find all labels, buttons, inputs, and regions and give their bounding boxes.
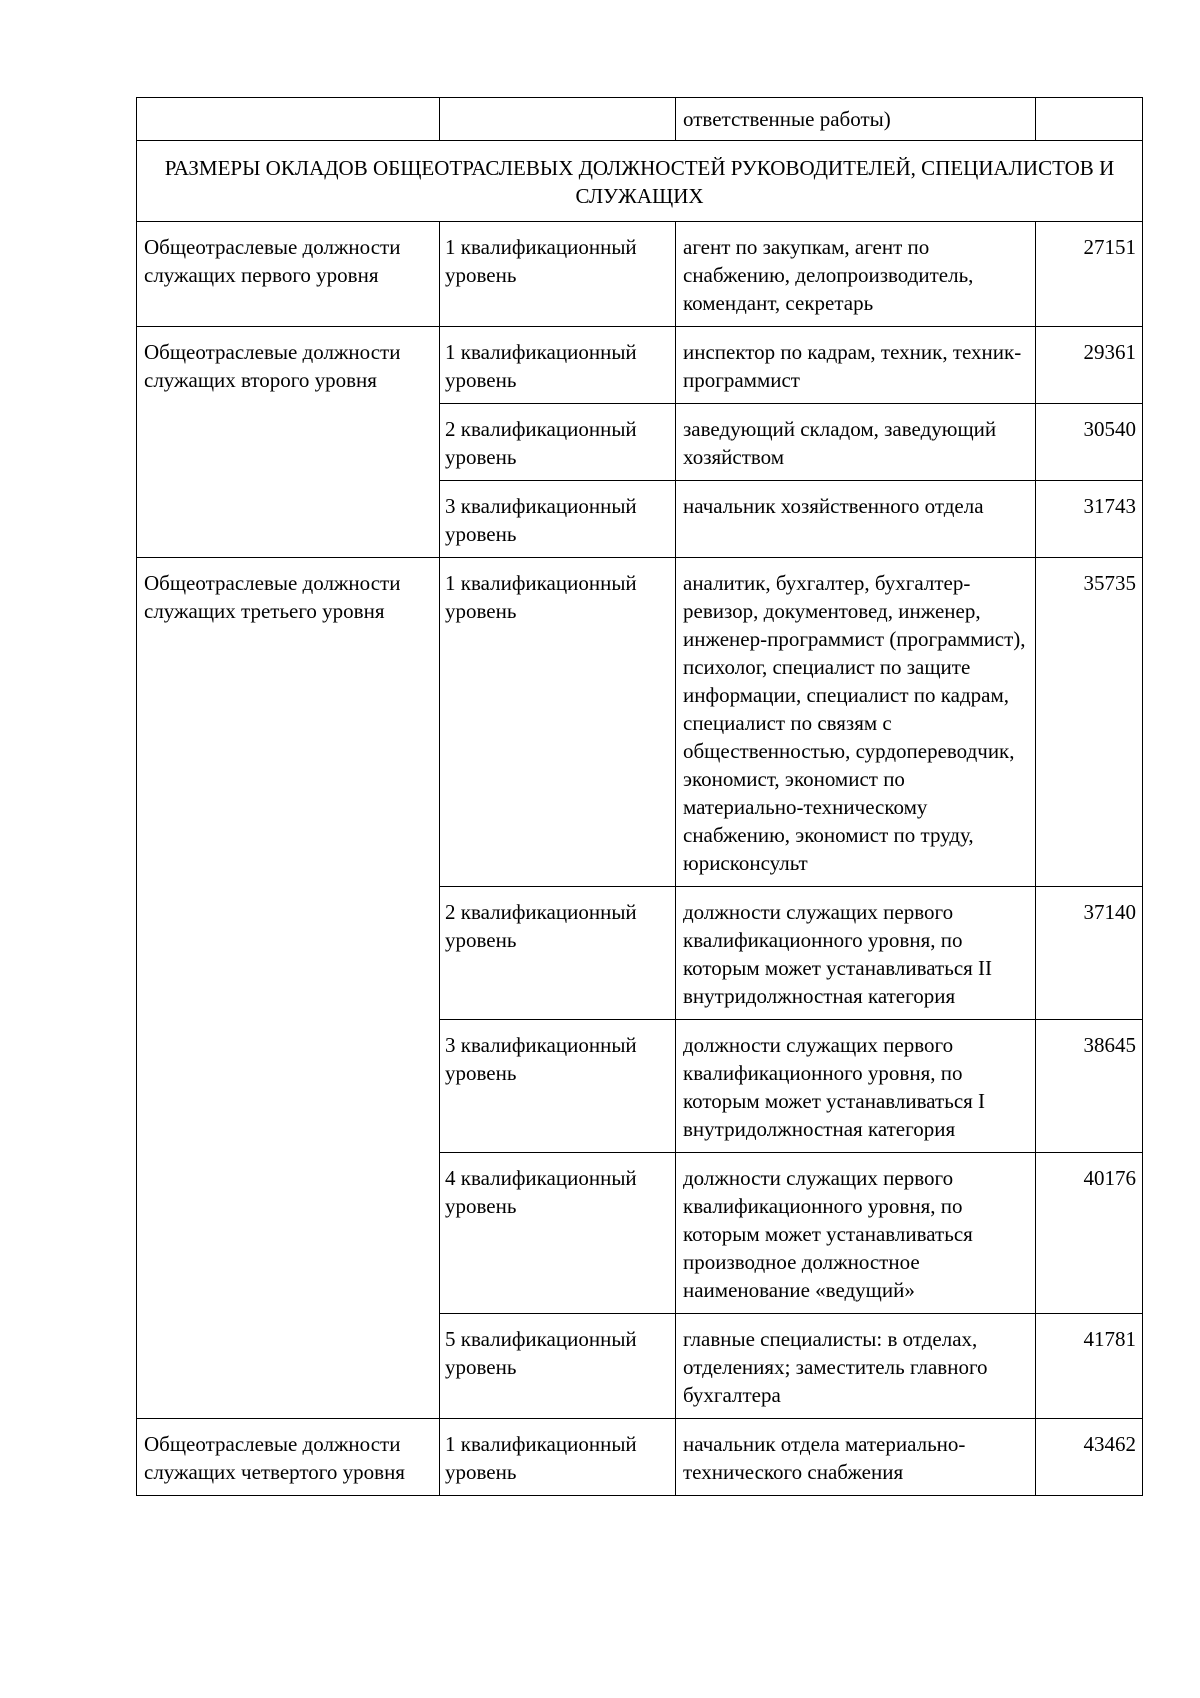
table-row-continuation <box>137 98 1143 141</box>
positions-cell: аналитик, бухгалтер, бухгалтер-ревизор, документовед, инженер, инженер-программист (программист), психолог, специалист по защите информации, специалист по кадрам, специалист по связям с общественностью, сурдопереводчик, экономист, экономист по материально-техническому снабжению, экономист по труду, юрисконсульт <box>676 558 1036 887</box>
continuation-cell-group <box>137 98 440 141</box>
positions-cell: начальник отдела материально-технического снабжения <box>676 1419 1036 1496</box>
table-row-section-header <box>137 141 1143 222</box>
qualification-level-cell: 1 квалификационный уровень <box>440 558 676 887</box>
salary-cell: 29361 <box>1036 327 1143 404</box>
table-row <box>137 327 1143 404</box>
table-row <box>137 1419 1143 1496</box>
salary-cell: 41781 <box>1036 1314 1143 1419</box>
qualification-level-cell: 2 квалификационный уровень <box>440 887 676 1020</box>
qualification-level-cell: 1 квалификационный уровень <box>440 222 676 327</box>
positions-cell: должности служащих первого квалификационного уровня, по которым может устанавливаться II внутридолжностная категория <box>676 887 1036 1020</box>
positions-cell: главные специалисты: в отделах, отделениях; заместитель главного бухгалтера <box>676 1314 1036 1419</box>
qualification-level-cell: 2 квалификационный уровень <box>440 404 676 481</box>
positions-cell: инспектор по кадрам, техник, техник-программист <box>676 327 1036 404</box>
qualification-level-cell: 4 квалификационный уровень <box>440 1153 676 1314</box>
qualification-level-cell: 3 квалификационный уровень <box>440 481 676 558</box>
positions-cell: начальник хозяйственного отдела <box>676 481 1036 558</box>
salary-cell: 38645 <box>1036 1020 1143 1153</box>
qualification-level-cell: 1 квалификационный уровень <box>440 1419 676 1496</box>
group-name-cell: Общеотраслевые должности служащих четвертого уровня <box>137 1419 440 1496</box>
qualification-level-cell: 5 квалификационный уровень <box>440 1314 676 1419</box>
group-name-cell: Общеотраслевые должности служащих третьего уровня <box>137 558 440 1419</box>
salary-table <box>136 97 1143 1496</box>
group-name-cell: Общеотраслевые должности служащих первого уровня <box>137 222 440 327</box>
positions-cell: должности служащих первого квалификационного уровня, по которым может устанавливаться I внутридолжностная категория <box>676 1020 1036 1153</box>
salary-cell: 30540 <box>1036 404 1143 481</box>
group-name-cell: Общеотраслевые должности служащих второго уровня <box>137 327 440 558</box>
continuation-cell-positions: ответственные работы) <box>676 98 1036 141</box>
salary-cell: 27151 <box>1036 222 1143 327</box>
continuation-cell-salary <box>1036 98 1143 141</box>
salary-cell: 43462 <box>1036 1419 1143 1496</box>
salary-cell: 37140 <box>1036 887 1143 1020</box>
qualification-level-cell: 3 квалификационный уровень <box>440 1020 676 1153</box>
salary-cell: 35735 <box>1036 558 1143 887</box>
section-header: РАЗМЕРЫ ОКЛАДОВ ОБЩЕОТРАСЛЕВЫХ ДОЛЖНОСТЕЙ РУКОВОДИТЕЛЕЙ, СПЕЦИАЛИСТОВ И СЛУЖАЩИХ <box>137 141 1143 222</box>
positions-cell: заведующий складом, заведующий хозяйством <box>676 404 1036 481</box>
salary-cell: 40176 <box>1036 1153 1143 1314</box>
qualification-level-cell: 1 квалификационный уровень <box>440 327 676 404</box>
positions-cell: агент по закупкам, агент по снабжению, делопроизводитель, комендант, секретарь <box>676 222 1036 327</box>
positions-cell: должности служащих первого квалификационного уровня, по которым может устанавливаться производное должностное наименование «ведущий» <box>676 1153 1036 1314</box>
table-row <box>137 222 1143 327</box>
continuation-cell-level <box>440 98 676 141</box>
table-row <box>137 558 1143 887</box>
salary-table-body <box>137 98 1143 1496</box>
salary-cell: 31743 <box>1036 481 1143 558</box>
